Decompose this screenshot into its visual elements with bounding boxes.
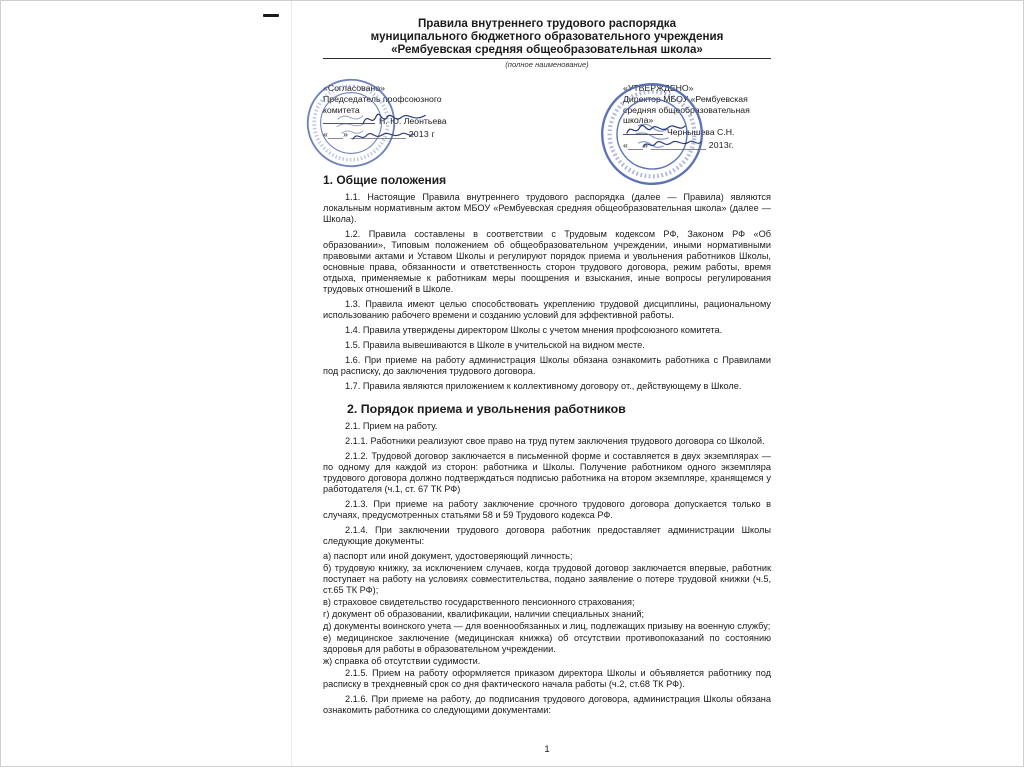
scan-page-edge — [291, 1, 292, 767]
sections — [323, 173, 771, 716]
approval-row — [323, 83, 771, 167]
list-item: е) медицинское заключение (медицинская книжка) об отсутствии противопоказаний по состоянию здоровья для работы в образовательном учреждении. — [323, 633, 771, 654]
signature-blank — [623, 127, 663, 135]
document-body — [323, 17, 771, 759]
title-line: Правила внутреннего трудового распорядка — [417, 17, 677, 30]
paragraph: 2.1.2. Трудовой договор заключается в письменной форме и составляется в двух экземплярах — по одному для каждой из сторон: работника и Школы. Получение работником одного экземпляра трудового договора должно подтверждаться подписью работника на втором экземпляре, хранящемся у работодателя (ч.1, ст. 67 ТК РФ) — [323, 451, 771, 494]
approval-header: «Согласовано» — [323, 83, 385, 93]
approval-header: «УТВЕРЖДЕНО» — [623, 83, 694, 93]
crop-mark — [263, 14, 279, 17]
approval-line: Директор МБОУ «Рембуевская — [623, 93, 748, 104]
paragraph: 2.1.3. При приеме на работу заключение срочного трудового договора допускается только в случаях, предусмотренных статьями 58 и 59 Трудового кодекса РФ. — [323, 499, 771, 520]
approval-block-approved — [623, 83, 773, 151]
date-line: «___» ___________ 2013 г — [323, 129, 435, 140]
page-number: 1 — [323, 744, 771, 755]
signature-line — [323, 116, 518, 127]
paragraph: 2.1.4. При заключении трудового договора работник предоставляет администрации Школы следующие документы: — [323, 525, 771, 546]
signer-name: Чернышева С.Н. — [667, 127, 735, 138]
paragraph: 2.1.1. Работники реализуют свое право на труд путем заключения трудового договора со Школой. — [345, 436, 765, 446]
paragraph: 2.1.5. Прием на работу оформляется приказом директора Школы и объявляется работнику под расписку в трехдневный срок со дня фактического начала работы (ч.2, ст.68 ТК РФ). — [323, 668, 771, 689]
signature-blank — [323, 116, 375, 124]
approval-line: комитета — [323, 104, 360, 115]
paragraph: 1.1. Настоящие Правила внутреннего трудового распорядка (далее — Правила) являются локальным нормативным актом МБОУ «Рембуевская средняя общеобразовательная школа» (далее — Школа). — [323, 192, 771, 224]
signer-name: Н. Ю. Леонтьева — [379, 116, 447, 127]
paragraph: 2.1.6. При приеме на работу, до подписания трудового договора, администрация Школы обязана ознакомить работника со следующими документами: — [323, 694, 771, 715]
paragraph: 1.2. Правила составлены в соответствии с Трудовым кодексом РФ, Законом РФ «Об образовании», Типовым положением об общеобразовательном учреждении, иными нормативными правовыми актами и Уставом Школы и регулируют порядок приема и увольнения работников Школы, основные права, обязанности и ответственность сторон трудового договора, режим работы, время отдыха, применяемые к работникам меры поощрения и взыскания, иные вопросы регулирования трудовых отношений в Школе. — [323, 229, 771, 294]
paragraph: 1.6. При приеме на работу администрация Школы обязана ознакомить работника с Правилами под расписку, до заключения трудового договора. — [323, 355, 771, 376]
list-item: г) документ об образовании, квалификации, наличии специальных знаний; — [323, 609, 645, 619]
approval-block-agreed — [323, 83, 518, 140]
section-1-heading: 1. Общие положения — [323, 173, 447, 187]
document-title — [323, 17, 771, 56]
list-item: ж) справка об отсутствии судимости. — [323, 656, 481, 666]
signature-line — [623, 127, 773, 138]
paragraph: 1.7. Правила являются приложением к коллективному договору от., действующему в Школе. — [345, 381, 742, 391]
list-item: д) документы воинского учета — для военнообязанных и лиц, подлежащих призыву на военную службу; — [323, 621, 771, 631]
list-item: в) страховое свидетельство государственного пенсионного страхования; — [323, 597, 635, 607]
paragraph: 1.3. Правила имеют целью способствовать укреплению трудовой дисциплины, рациональному использованию рабочего времени и созданию условий для эффективной работы. — [323, 299, 771, 320]
list-item: б) трудовую книжку, за исключением случаев, когда трудовой договор заключается впервые, работник поступает на работу на условиях совместительства, подано заявление о потере трудовой книжки (ч.5, ст.65 ТК РФ); — [323, 563, 771, 595]
paragraph: 2.1. Прием на работу. — [345, 421, 438, 431]
list-item: а) паспорт или иной документ, удостоверяющий личность; — [323, 551, 573, 561]
date-line: «___» ___________ 2013г. — [623, 139, 734, 150]
title-note: (полное наименование) — [505, 60, 589, 69]
title-line: муниципального бюджетного образовательного учреждения — [370, 30, 724, 43]
section-2-heading: 2. Порядок приема и увольнения работников — [347, 402, 626, 416]
title-underline — [323, 58, 771, 59]
approval-line: школа» — [623, 115, 654, 126]
approval-line: средняя общеобразовательная — [623, 104, 750, 115]
paragraph: 1.4. Правила утверждены директором Школы с учетом мнения профсоюзного комитета. — [345, 325, 723, 335]
title-line: «Рембуевская средняя общеобразовательная школа» — [391, 43, 703, 56]
paragraph: 1.5. Правила вывешиваются в Школе в учительской на видном месте. — [345, 340, 645, 350]
approval-line: Председатель профсоюзного — [323, 93, 442, 104]
